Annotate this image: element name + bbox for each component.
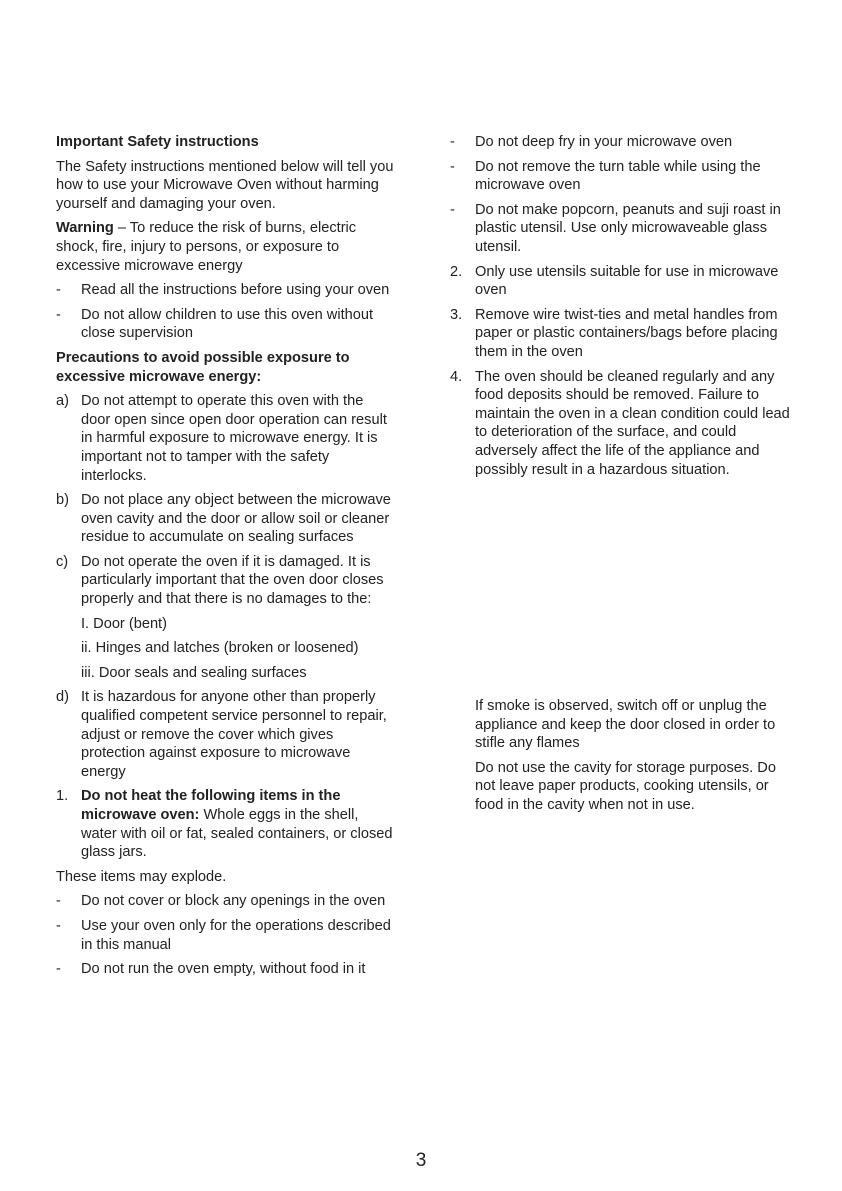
list-item <box>56 491 396 547</box>
list-item-text: Do not place any object between the microwave oven cavity and the door or allow soil or cleaner residue to accumulate on sealing surfaces <box>81 492 391 546</box>
list-item <box>56 306 396 343</box>
list-item <box>450 263 790 300</box>
list-item <box>450 306 790 362</box>
warning-label: Warning <box>56 220 114 237</box>
list-item <box>450 368 790 480</box>
list-item <box>450 158 790 195</box>
list-item-text: Do not cover or block any openings in the oven <box>81 893 386 910</box>
list-marker: - <box>450 201 455 218</box>
blank-space <box>450 485 790 697</box>
list-item-text: It is hazardous for anyone other than properly qualified competent service personnel to repair, adjust or remove the cover which gives protection against exposure to microwave energy <box>81 689 387 780</box>
list-item <box>56 392 396 485</box>
list-marker: d) <box>56 689 69 706</box>
sub-list-item: I. Door (bent) <box>81 615 167 632</box>
list-item <box>56 553 396 609</box>
warning-paragraph <box>56 219 396 275</box>
list-marker: - <box>56 961 61 978</box>
list-marker: 3. <box>450 306 463 323</box>
smoke-paragraph: If smoke is observed, switch off or unplug the appliance and keep the door closed in order to stifle any flames <box>475 698 776 752</box>
warning-text: – To reduce the risk of burns, electric shock, fire, injury to persons, or exposure to excessive microwave energy <box>56 220 357 274</box>
list-marker: - <box>450 158 455 175</box>
list-item <box>56 960 396 979</box>
list-item <box>450 133 790 152</box>
list-marker: - <box>56 893 61 910</box>
page-number: 3 <box>415 1150 427 1171</box>
list-item-text: Do not allow children to use this oven without close supervision <box>81 306 374 342</box>
list-marker: - <box>56 306 61 323</box>
list-item-text: Do not remove the turn table while using the microwave oven <box>475 158 761 194</box>
sub-list-item: iii. Door seals and sealing surfaces <box>81 664 307 681</box>
list-marker: a) <box>56 393 69 410</box>
list-marker: - <box>450 134 455 150</box>
list-item-text: Do not deep fry in your microwave oven <box>475 134 733 150</box>
list-marker: - <box>56 917 61 934</box>
list-item-text: Do not operate the oven if it is damaged. It is particularly important that the oven door closes properly and that there is no damages to the: <box>81 553 384 608</box>
list-marker: c) <box>56 553 69 570</box>
intro-paragraph: The Safety instructions mentioned below will tell you how to use your Microwave Oven without harming yourself and damaging your oven. <box>56 158 394 212</box>
list-item <box>450 201 790 257</box>
precautions-heading: Precautions to avoid possible exposure to excessive microwave energy: <box>56 349 350 385</box>
list-marker: 4. <box>450 368 463 385</box>
list-item <box>56 892 396 911</box>
list-item <box>56 787 396 861</box>
list-item-text: Do not attempt to operate this oven with the door open since open door operation can result in harmful exposure to microwave energy. It is important not to tamper with the safety interlocks. <box>81 393 387 484</box>
list-marker: b) <box>56 492 69 509</box>
section-title: Important Safety instructions <box>56 134 259 150</box>
list-marker: - <box>56 282 61 299</box>
list-item <box>56 917 396 954</box>
right-column <box>450 133 790 821</box>
list-marker: 1. <box>56 788 69 805</box>
list-item <box>56 281 396 300</box>
list-marker: 2. <box>450 263 463 280</box>
list-item-text: Remove wire twist-ties and metal handles from paper or plastic containers/bags before placing them in the oven <box>475 306 778 360</box>
list-item-text: Use your oven only for the operations described in this manual <box>81 917 391 953</box>
list-item-text: The oven should be cleaned regularly and any food deposits should be removed. Failure to maintain the oven in a clean condition could lead to deterioration of the surface, and could adversely affect the life of the appliance and possibly result in a hazardous situation. <box>475 368 790 478</box>
list-item-text: Do not make popcorn, peanuts and suji roast in plastic utensil. Use only microwaveable glass utensil. <box>475 201 781 255</box>
list-item-bold-text: Do not heat the following items in the microwave oven: <box>81 788 341 823</box>
list-item-text: Whole eggs in the shell, water with oil or fat, sealed containers, or closed glass jars. <box>81 807 393 861</box>
explode-note: These items may explode. <box>56 868 227 885</box>
list-item-text: Only use utensils suitable for use in microwave oven <box>475 263 779 299</box>
left-column <box>56 133 396 985</box>
sub-list-item: ii. Hinges and latches (broken or loosened) <box>81 640 359 657</box>
storage-paragraph: Do not use the cavity for storage purposes. Do not leave paper products, cooking utensils, or food in the cavity when not in use. <box>475 759 776 814</box>
list-item-text: Read all the instructions before using your oven <box>81 282 390 299</box>
list-item <box>56 688 396 781</box>
list-item-text: Do not run the oven empty, without food in it <box>81 961 366 978</box>
